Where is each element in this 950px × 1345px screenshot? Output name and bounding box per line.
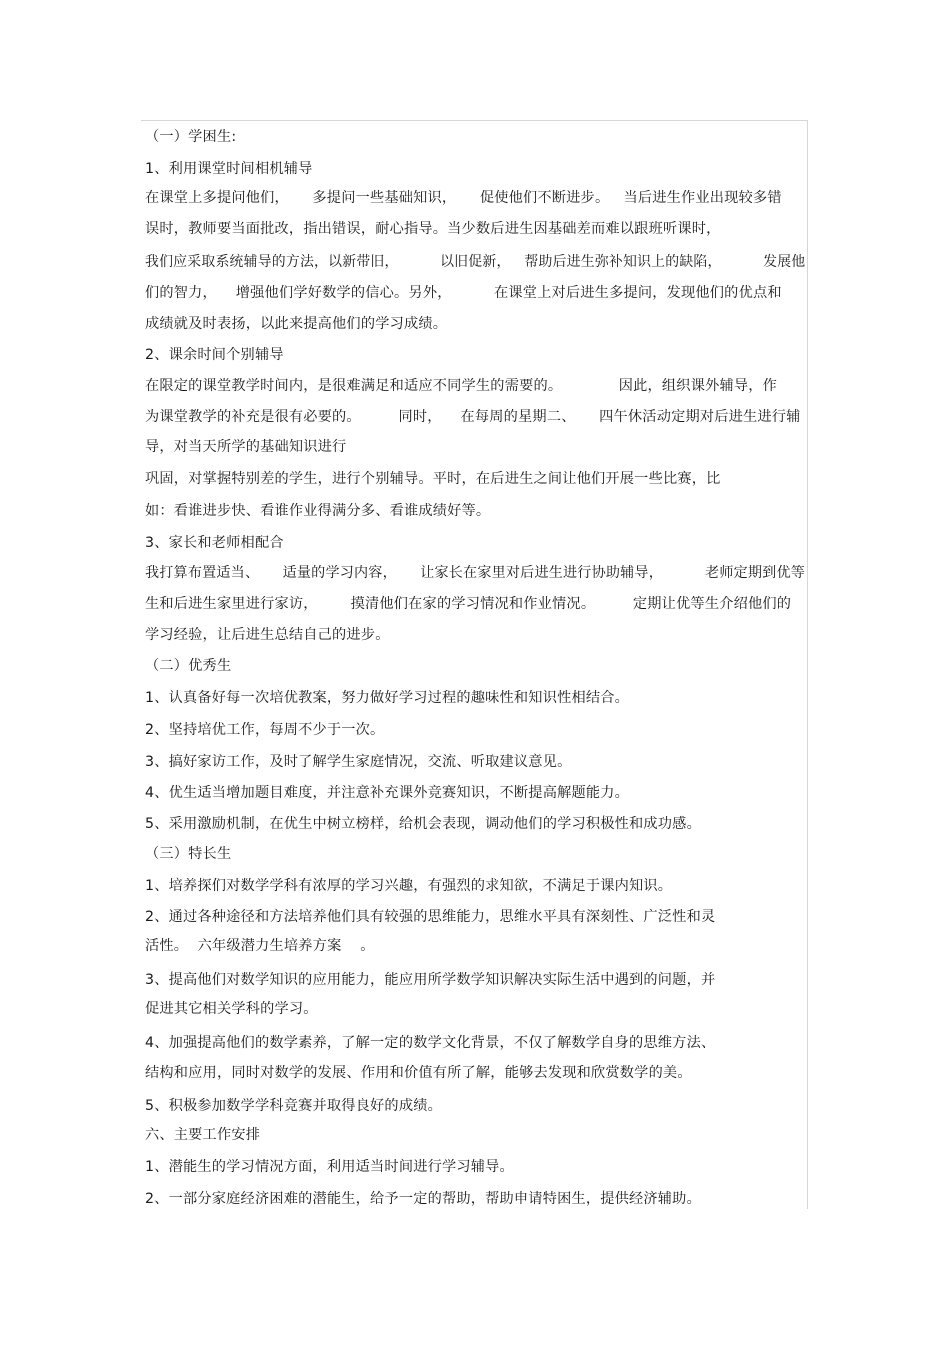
- paragraph-line: 为课堂教学的补充是很有必要的。 同时， 在每周的星期二、 四午休活动定期对后进生进行辅: [145, 409, 801, 425]
- paragraph-line: 我打算布置适当、 适量的学习内容， 让家长在家里对后进生进行协助辅导， 老师定期到优等: [145, 565, 806, 581]
- paragraph-line: 们的智力， 增强他们学好数学的信心。另外， 在课堂上对后进生多提问，发现他们的优点和: [145, 285, 782, 301]
- list-item: 2、一部分家庭经济困难的潜能生，给予一定的帮助，帮助申请特困生，提供经济辅助。: [145, 1191, 701, 1207]
- paragraph-line: 在限定的课堂教学时间内，是很难满足和适应不同学生的需要的。 因此，组织课外辅导，作: [145, 378, 778, 394]
- paragraph-line: 导，对当天所学的基础知识进行: [145, 439, 347, 455]
- list-item: 2、坚持培优工作，每周不少于一次。: [145, 722, 385, 738]
- list-item: 3、提高他们对数学知识的应用能力，能应用所学数学知识解决实际生活中遇到的问题，并: [145, 972, 716, 988]
- paragraph-line: 误时，教师要当面批改，指出错误，耐心指导。当少数后进生因基础差而难以跟班听课时，: [145, 221, 721, 237]
- section-heading-top-students: （二）优秀生: [145, 658, 232, 674]
- section-heading-work-plan: 六、主要工作安排: [145, 1127, 261, 1143]
- list-item: 1、潜能生的学习情况方面，利用适当时间进行学习辅导。: [145, 1159, 514, 1175]
- list-item: 1、培养探们对数学学科有浓厚的学习兴趣，有强烈的求知欲，不满足于课内知识。: [145, 878, 673, 894]
- paragraph-line: 我们应采取系统辅导的方法，以新带旧， 以旧促新， 帮助后进生弥补知识上的缺陷， 发展他: [145, 254, 806, 270]
- list-item-continuation: 活性。 六年级潜力生培养方案 。: [145, 938, 375, 954]
- paragraph-line: 学习经验，让后进生总结自己的进步。: [145, 627, 390, 643]
- item-heading: 1、利用课堂时间相机辅导: [145, 161, 313, 177]
- list-item: 4、加强提高他们的数学素养，了解一定的数学文化背景，不仅了解数学自身的思维方法、: [145, 1035, 716, 1051]
- list-item: 1、认真备好每一次培优教案，努力做好学习过程的趣味性和知识性相结合。: [145, 690, 630, 706]
- list-item-continuation: 促进其它相关学科的学习。: [145, 1001, 318, 1017]
- list-item: 4、优生适当增加题目难度，并注意补充课外竞赛知识，不断提高解题能力。: [145, 785, 630, 801]
- paragraph-line: 生和后进生家里进行家访， 摸清他们在家的学习情况和作业情况。 定期让优等生介绍他们的: [145, 596, 792, 612]
- list-item: 3、搞好家访工作，及时了解学生家庭情况，交流、听取建议意见。: [145, 754, 572, 770]
- paragraph-line: 成绩就及时表扬，以此来提高他们的学习成绩。: [145, 316, 448, 332]
- item-heading: 2、课余时间个别辅导: [145, 347, 284, 363]
- item-heading: 3、家长和老师相配合: [145, 535, 284, 551]
- paragraph-line: 在课堂上多提问他们， 多提问一些基础知识， 促使他们不断进步。 当后进生作业出现较多错: [145, 190, 782, 206]
- section-heading-struggling-students: （一）学困生:: [145, 129, 237, 145]
- paragraph-line: 如：看谁进步快、看谁作业得满分多、看谁成绩好等。: [145, 503, 491, 519]
- list-item: 5、积极参加数学学科竞赛并取得良好的成绩。: [145, 1098, 442, 1114]
- list-item: 2、通过各种途径和方法培养他们具有较强的思维能力，思维水平具有深刻性、广泛性和灵: [145, 909, 716, 925]
- list-item: 5、采用激励机制，在优生中树立榜样，给机会表现，调动他们的学习积极性和成功感。: [145, 816, 701, 832]
- list-item-continuation: 结构和应用，同时对数学的发展、作用和价值有所了解，能够去发现和欣赏数学的美。: [145, 1065, 692, 1081]
- section-heading-gifted-students: （三）特长生: [145, 846, 232, 862]
- paragraph-line: 巩固，对掌握特别差的学生，进行个别辅导。平时，在后进生之间让他们开展一些比赛，比: [145, 471, 721, 487]
